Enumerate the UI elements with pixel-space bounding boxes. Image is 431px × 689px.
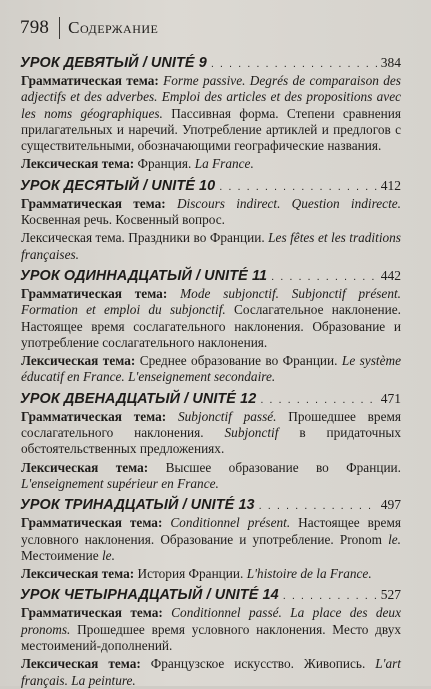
lexical-russian: Высшее образование во Франции. <box>165 459 401 475</box>
grammar-label: Грамматическая тема: <box>21 605 163 621</box>
dot-leader <box>219 178 376 196</box>
grammar-french: Mode subjonctif. Subjonctif présent. Formation et emploi du subjonctif. <box>21 285 401 318</box>
page-header <box>20 16 401 40</box>
lexical-topic <box>21 460 401 493</box>
lexical-topic <box>21 353 401 386</box>
lexical-french: L'art français. La peinture. <box>21 656 401 688</box>
grammar-topic <box>21 605 401 654</box>
toc-entry-heading <box>20 267 401 286</box>
unit-page-number: 527 <box>380 587 401 603</box>
toc-entry-heading <box>20 390 401 409</box>
unit-page-number: 384 <box>380 55 401 70</box>
lexical-topic <box>21 156 401 172</box>
unit-title: УРОК ОДИННАДЦАТЫЙ / UNITÉ 11 <box>20 267 268 284</box>
dot-leader <box>211 55 377 73</box>
grammar-french: Conditionnel passé. La place des deux pronoms. <box>21 605 401 637</box>
grammar-french: Conditionnel présent. <box>170 515 291 531</box>
lexical-label: Лексическая тема: <box>21 459 149 475</box>
grammar-topic <box>21 286 401 351</box>
grammar-french: Forme passive. Degrés de comparaison des adjectifs et des adverbes. Emploi des articles et des propositions avec les noms géographiques. <box>21 73 401 121</box>
dot-leader <box>259 497 377 515</box>
lexical-label: Лексическая тема: <box>21 353 136 369</box>
toc-entry-unit-13[interactable] <box>20 496 401 582</box>
grammar-russian-2: Местоимение <box>21 547 99 563</box>
grammar-french: Subjonctif passé. <box>177 408 277 424</box>
grammar-russian: Косвенная речь. Косвенный вопрос. <box>21 212 225 228</box>
grammar-label: Грамматическая тема: <box>21 195 166 211</box>
toc-entry-unit-14[interactable] <box>20 586 401 688</box>
unit-page-number: 497 <box>380 497 401 513</box>
lexical-russian: Франция. <box>137 156 192 172</box>
grammar-label: Грамматическая тема: <box>21 515 163 531</box>
lexical-topic <box>21 566 401 582</box>
unit-page-number: 412 <box>380 177 401 193</box>
lexical-topic <box>21 656 401 689</box>
grammar-russian: Пассивная форма. Степени сравнения прилагательных и наречий. Употребление артиклей и предлогов с существительными, обозначающими географические названия. <box>21 105 402 154</box>
grammar-french-2: Subjonctif <box>224 425 279 441</box>
grammar-topic <box>21 409 401 458</box>
lexical-russian: История Франции. <box>137 566 244 582</box>
lexical-russian: Среднее образование во Франции. <box>139 353 338 369</box>
lexical-french: L'histoire de la France. <box>246 566 372 582</box>
grammar-label: Грамматическая тема: <box>21 285 168 301</box>
grammar-topic <box>21 196 401 229</box>
grammar-russian: Сослагательное наклонение. Настоящее время сослагательного наклонения. Образование и употребление сослагательного наклонения. <box>21 302 401 350</box>
unit-title: УРОК ЧЕТЫРНАДЦАТЫЙ / UNITÉ 14 <box>20 587 279 604</box>
unit-page-number: 471 <box>380 390 401 406</box>
toc-entry-heading <box>20 586 401 605</box>
toc-entry-unit-11[interactable] <box>20 267 401 386</box>
grammar-russian: Прошедшее время условного наклонения. Место двух местоимений-дополнений. <box>21 621 401 654</box>
unit-title: УРОК ДЕСЯТЫЙ / UNITÉ 10 <box>20 177 216 194</box>
running-title: Содержание <box>68 18 159 37</box>
grammar-topic <box>21 515 401 564</box>
toc-entry-unit-10[interactable] <box>20 177 401 263</box>
lexical-russian: Праздники во Франции. <box>128 230 265 246</box>
grammar-topic <box>21 73 401 154</box>
grammar-label: Грамматическая тема: <box>21 408 167 424</box>
lexical-french: La France. <box>194 156 254 172</box>
unit-title: УРОК ТРИНАДЦАТЫЙ / UNITÉ 13 <box>20 497 255 514</box>
unit-page-number: 442 <box>380 267 401 283</box>
lexical-russian: Французское искусство. Живопись. <box>150 656 366 672</box>
dot-leader <box>260 391 376 409</box>
lexical-french: Le système éducatif en France. L'enseignement secondaire. <box>21 353 401 385</box>
page-number: 798 <box>20 17 50 38</box>
grammar-french-3: le. <box>101 547 115 563</box>
toc-entry-heading <box>20 496 401 515</box>
grammar-label: Грамматическая тема: <box>21 73 159 88</box>
dot-leader <box>271 268 377 286</box>
grammar-french: Discours indirect. Question indirecte. <box>176 195 401 211</box>
grammar-russian: Прошедшее время сослагательного наклонения. <box>21 408 402 441</box>
lexical-french: Les fêtes et les traditions françaises. <box>21 230 401 262</box>
unit-title: УРОК ДЕВЯТЫЙ / UNITÉ 9 <box>20 55 207 71</box>
lexical-label: Лексическая тема: <box>21 566 135 582</box>
toc-entry-unit-9[interactable] <box>20 54 401 173</box>
dot-leader <box>283 587 377 605</box>
unit-title: УРОК ДВЕНАДЦАТЫЙ / UNITÉ 12 <box>20 390 257 407</box>
grammar-russian: Настоящее время условного наклонения. Образование и употребление. Pronom <box>21 515 401 547</box>
toc-entry-unit-12[interactable] <box>20 390 401 492</box>
lexical-label: Лексическая тема. <box>21 230 125 246</box>
lexical-label: Лексическая тема: <box>21 656 141 672</box>
toc-entry-heading <box>20 177 401 196</box>
lexical-french: L'enseignement supérieur en France. <box>21 475 219 491</box>
grammar-russian-2: в придаточных обстоятельственных предложениях. <box>21 425 402 457</box>
grammar-french-2: le. <box>388 531 401 547</box>
lexical-topic <box>21 230 401 263</box>
header-divider <box>59 17 60 39</box>
toc-entry-heading <box>20 54 401 73</box>
lexical-label: Лексическая тема: <box>21 156 135 172</box>
